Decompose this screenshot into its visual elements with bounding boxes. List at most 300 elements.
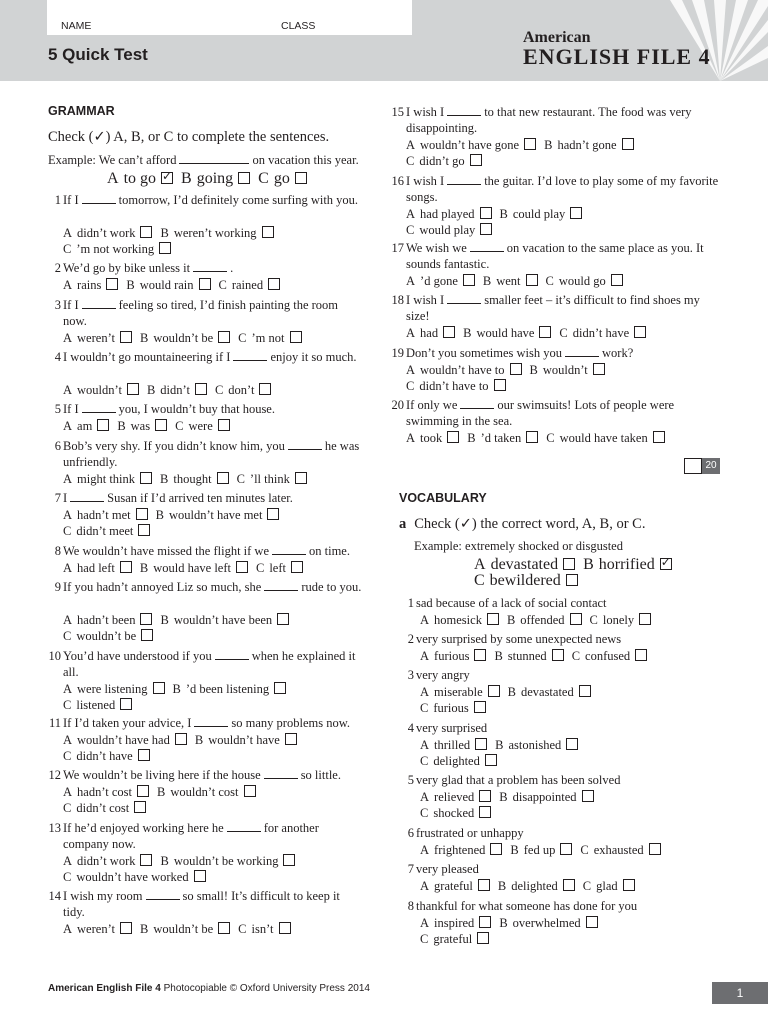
options-row — [63, 732, 305, 748]
option-letter: C — [63, 801, 72, 815]
option — [508, 684, 591, 700]
answer-checkbox[interactable] — [137, 785, 149, 797]
option-text: shocked — [433, 806, 475, 820]
answer-checkbox[interactable] — [485, 754, 497, 766]
question-number: 10 — [48, 649, 61, 663]
options-row — [63, 523, 158, 539]
answer-checkbox[interactable] — [199, 278, 211, 290]
option-text: could play — [512, 207, 566, 221]
options-row — [406, 378, 514, 394]
options-row — [406, 137, 642, 153]
answer-checkbox[interactable] — [120, 561, 132, 573]
option-letter: A — [406, 363, 416, 377]
answer-checkbox[interactable] — [195, 383, 207, 395]
question-text — [63, 490, 362, 506]
answer-checkbox[interactable] — [161, 172, 173, 184]
option — [63, 732, 187, 748]
answer-checkbox[interactable] — [586, 916, 598, 928]
options-row — [420, 700, 494, 716]
answer-checkbox[interactable] — [155, 419, 167, 431]
answer-checkbox[interactable] — [447, 431, 459, 443]
option-letter: A — [63, 733, 73, 747]
option-text: going — [196, 170, 234, 187]
option-letter: A — [420, 738, 430, 752]
answer-checkbox[interactable] — [566, 574, 578, 586]
question-text-start: If only we — [406, 398, 458, 412]
question-number: 7 — [54, 491, 61, 505]
answer-checkbox[interactable] — [474, 649, 486, 661]
answer-checkbox[interactable] — [267, 508, 279, 520]
option-letter: C — [238, 922, 247, 936]
options-row — [420, 842, 669, 858]
option-text: didn’t cost — [76, 801, 130, 815]
option-text: furious — [434, 649, 470, 663]
option — [237, 471, 307, 487]
option-letter: A — [420, 649, 430, 663]
answer-checkbox[interactable] — [140, 854, 152, 866]
answer-checkbox[interactable] — [488, 685, 500, 697]
option-text: wouldn’t have — [208, 733, 280, 747]
answer-checkbox[interactable] — [539, 326, 551, 338]
option-letter: B — [499, 916, 508, 930]
question-text-end: so small! It’s difficult to keep it tidy. — [63, 889, 340, 919]
option — [500, 206, 583, 222]
question-text-end: . — [230, 261, 234, 275]
option-text: weren’t — [77, 331, 115, 345]
option-letter: A — [474, 556, 486, 573]
option-letter: B — [510, 843, 519, 857]
answer-checkbox[interactable] — [570, 613, 582, 625]
option-text: wouldn’t — [542, 363, 588, 377]
answer-checkbox[interactable] — [479, 790, 491, 802]
option — [63, 225, 152, 241]
option-text: devastated — [520, 685, 574, 699]
answer-checkbox[interactable] — [140, 226, 152, 238]
question-text — [63, 820, 362, 852]
answer-checkbox[interactable] — [138, 749, 150, 761]
answer-checkbox[interactable] — [268, 278, 280, 290]
option-letter: C — [420, 932, 429, 946]
option-letter: B — [157, 785, 166, 799]
option-letter: C — [63, 524, 72, 538]
option-text: go — [273, 170, 290, 187]
option — [156, 507, 280, 523]
answer-checkbox[interactable] — [635, 649, 647, 661]
question-text-end: enjoy it so much. — [270, 350, 357, 364]
option — [160, 612, 289, 628]
answer-checkbox[interactable] — [487, 613, 499, 625]
option-letter: A — [420, 916, 430, 930]
option — [157, 784, 256, 800]
option-letter: A — [63, 682, 73, 696]
answer-checkbox[interactable] — [97, 419, 109, 431]
page-header — [0, 0, 768, 81]
answer-checkbox[interactable] — [218, 419, 230, 431]
answer-checkbox[interactable] — [579, 685, 591, 697]
options-row — [63, 612, 297, 628]
option-letter: C — [63, 629, 72, 643]
question-text-start: I wish I — [406, 174, 445, 188]
answer-checkbox[interactable] — [552, 649, 564, 661]
answer-checkbox[interactable] — [526, 431, 538, 443]
option — [420, 684, 500, 700]
option-text: lonely — [602, 613, 635, 627]
question-text-start: You’d have understood if you — [63, 649, 212, 663]
option-text: wouldn’t have had — [77, 733, 170, 747]
question-text — [63, 192, 362, 208]
answer-checkbox[interactable] — [479, 916, 491, 928]
option-text: miserable — [434, 685, 483, 699]
answer-checkbox[interactable] — [159, 242, 171, 254]
answer-checkbox[interactable] — [563, 558, 575, 570]
answer-checkbox[interactable] — [463, 274, 475, 286]
answer-checkbox[interactable] — [470, 154, 482, 166]
options-row — [420, 915, 606, 931]
question-text-end: smaller feet – it’s difficult to find shoes my size! — [406, 293, 700, 323]
option-text: wouldn’t have been — [173, 613, 273, 627]
option-letter: B — [494, 649, 503, 663]
answer-checkbox[interactable] — [244, 785, 256, 797]
option-text: exhausted — [593, 843, 644, 857]
option-letter: B — [583, 556, 594, 573]
option-letter: A — [406, 274, 416, 288]
answer-checkbox[interactable] — [660, 558, 672, 570]
question-text-start: Bob’s very shy. If you didn’t know him, you — [63, 439, 285, 453]
option-letter: B — [117, 419, 126, 433]
options-row — [406, 153, 490, 169]
option-letter: C — [406, 154, 415, 168]
option-letter: C — [63, 242, 72, 256]
option — [181, 170, 250, 188]
option — [420, 700, 486, 716]
question-text-start: If he’d enjoyed working here he — [63, 821, 224, 835]
question-text-end: to that new restaurant. The food was very disappointing. — [406, 105, 692, 135]
option — [510, 842, 572, 858]
answer-blank — [82, 403, 116, 413]
option — [583, 556, 672, 574]
options-row — [63, 560, 311, 576]
answer-blank — [264, 581, 298, 591]
question-text-start: Don’t you sometimes wish you — [406, 346, 563, 360]
answer-checkbox[interactable] — [127, 383, 139, 395]
answer-checkbox[interactable] — [566, 738, 578, 750]
answer-checkbox[interactable] — [236, 561, 248, 573]
option-text: ’d taken — [480, 431, 522, 445]
option-letter: A — [420, 790, 430, 804]
score-entry-box[interactable] — [684, 458, 702, 474]
question-text-start: If I’d taken your advice, I — [63, 716, 192, 730]
question-text — [406, 292, 720, 324]
option-text: went — [496, 274, 521, 288]
vocabulary-instruction: Check (✓) the correct word, A, B, or C. — [414, 516, 646, 532]
option-letter: B — [139, 331, 149, 345]
question-text-end: work? — [602, 346, 634, 360]
answer-checkbox[interactable] — [570, 207, 582, 219]
answer-checkbox[interactable] — [478, 879, 490, 891]
question-text-end: on vacation to the same place as you. It sounds fantastic. — [406, 241, 704, 271]
answer-checkbox[interactable] — [217, 472, 229, 484]
options-row — [420, 612, 659, 628]
answer-checkbox[interactable] — [279, 922, 291, 934]
option-text: wouldn’t be — [153, 922, 214, 936]
option-letter: A — [63, 278, 73, 292]
option — [63, 241, 171, 257]
score-total: 20 — [702, 458, 720, 474]
question-number: 2 — [54, 261, 61, 275]
answer-checkbox[interactable] — [477, 932, 489, 944]
options-row — [63, 382, 279, 398]
question-text: very pleased — [416, 862, 479, 876]
question-text: thankful for what someone has done for you — [416, 899, 638, 913]
option-letter: B — [497, 879, 507, 893]
option — [546, 430, 665, 446]
answer-checkbox[interactable] — [526, 274, 538, 286]
option-text: would have taken — [559, 431, 648, 445]
answer-blank — [447, 106, 481, 116]
option — [256, 560, 303, 576]
option-text: confused — [585, 649, 631, 663]
option-text: was — [130, 419, 151, 433]
answer-checkbox[interactable] — [480, 207, 492, 219]
question-text — [63, 888, 362, 920]
name-label: NAME — [61, 20, 92, 32]
option — [495, 737, 578, 753]
answer-checkbox[interactable] — [120, 331, 132, 343]
options-row — [420, 931, 497, 947]
options-row — [63, 853, 303, 869]
option-text: rains — [77, 278, 102, 292]
answer-checkbox[interactable] — [563, 879, 575, 891]
answer-checkbox[interactable] — [649, 843, 661, 855]
option — [63, 853, 152, 869]
part-letter: a — [399, 516, 407, 532]
option-text: weren’t — [77, 922, 115, 936]
options-row — [63, 471, 315, 487]
answer-checkbox[interactable] — [474, 701, 486, 713]
answer-checkbox[interactable] — [593, 363, 605, 375]
options-row — [63, 697, 140, 713]
question-text: very angry — [416, 668, 470, 682]
option — [195, 732, 297, 748]
answer-checkbox[interactable] — [653, 431, 665, 443]
answer-checkbox[interactable] — [560, 843, 572, 855]
option-letter: B — [463, 326, 472, 340]
option-letter: A — [63, 331, 73, 345]
option-text: had — [420, 326, 439, 340]
option-text: might think — [77, 472, 136, 486]
option-text: furious — [433, 701, 469, 715]
answer-checkbox[interactable] — [262, 226, 274, 238]
answer-checkbox[interactable] — [277, 613, 289, 625]
answer-checkbox[interactable] — [290, 331, 302, 343]
option — [420, 612, 499, 628]
answer-checkbox[interactable] — [138, 524, 150, 536]
answer-checkbox[interactable] — [140, 472, 152, 484]
option-text: ’ll think — [249, 472, 290, 486]
question-text — [63, 579, 362, 595]
option-text: wouldn’t be working — [173, 854, 279, 868]
question-text — [63, 401, 362, 417]
option — [63, 523, 150, 539]
question-text-end: he was unfriendly. — [63, 439, 360, 469]
option-text: didn’t work — [77, 226, 136, 240]
option-letter: C — [420, 701, 429, 715]
option-text: relieved — [434, 790, 475, 804]
option-text: devastated — [490, 556, 559, 573]
grammar-heading: GRAMMAR — [48, 104, 115, 118]
footer-copyright: Photocopiable © Oxford University Press 2014 — [160, 983, 370, 994]
question-number: 20 — [391, 398, 404, 412]
option-text: didn’t — [160, 383, 190, 397]
question-text-start: If I — [63, 402, 79, 416]
option — [420, 931, 489, 947]
answer-checkbox[interactable] — [490, 843, 502, 855]
option — [63, 471, 152, 487]
option — [117, 418, 167, 434]
options-row — [406, 430, 673, 446]
option-letter: B — [482, 274, 492, 288]
option — [590, 612, 652, 628]
answer-checkbox[interactable] — [259, 383, 271, 395]
question-text-start: We wish we — [406, 241, 467, 255]
option-text: offended — [520, 613, 565, 627]
option-text: homesick — [434, 613, 482, 627]
option-text: wouldn’t be — [153, 331, 214, 345]
answer-checkbox[interactable] — [611, 274, 623, 286]
question-number: 14 — [48, 889, 61, 903]
answer-checkbox[interactable] — [295, 172, 307, 184]
options-row — [420, 878, 643, 894]
option-text: thought — [173, 472, 212, 486]
options-row — [406, 206, 590, 222]
option-text: inspired — [434, 916, 475, 930]
option — [420, 737, 487, 753]
answer-checkbox[interactable] — [140, 613, 152, 625]
option — [160, 471, 229, 487]
answer-checkbox[interactable] — [274, 682, 286, 694]
grammar-instruction: Check (✓) A, B, or C to complete the sentences. — [48, 129, 330, 145]
question-number: 5 — [54, 402, 61, 416]
answer-checkbox[interactable] — [479, 806, 491, 818]
option-text: wouldn’t cost — [170, 785, 239, 799]
question-number: 12 — [48, 768, 61, 782]
question-text: very glad that a problem has been solved — [416, 773, 621, 787]
option — [420, 915, 491, 931]
option — [140, 921, 230, 937]
option-letter: A — [63, 419, 73, 433]
answer-checkbox[interactable] — [141, 629, 153, 641]
answer-blank — [272, 545, 306, 555]
question-text-start: I wish I — [406, 293, 445, 307]
option — [580, 842, 660, 858]
answer-checkbox[interactable] — [623, 879, 635, 891]
option-letter: A — [406, 326, 416, 340]
answer-checkbox[interactable] — [120, 922, 132, 934]
answer-checkbox[interactable] — [283, 854, 295, 866]
vocabulary-example: Example: extremely shocked or disgusted — [414, 539, 623, 553]
option — [559, 325, 646, 341]
answer-checkbox[interactable] — [194, 870, 206, 882]
vocabulary-instruction-row — [399, 516, 645, 533]
option-letter: B — [507, 685, 516, 699]
options-row — [406, 222, 500, 238]
answer-checkbox[interactable] — [136, 508, 148, 520]
question-text-start: If you hadn’t annoyed Liz so much, she — [63, 580, 262, 594]
option-letter: B — [139, 561, 149, 575]
answer-checkbox[interactable] — [480, 223, 492, 235]
question-text-start: I wouldn’t go mountaineering if I — [63, 350, 231, 364]
answer-checkbox[interactable] — [295, 472, 307, 484]
answer-checkbox[interactable] — [285, 733, 297, 745]
answer-checkbox[interactable] — [218, 922, 230, 934]
question-number: 3 — [407, 668, 414, 682]
option — [140, 560, 248, 576]
option — [63, 382, 139, 398]
answer-checkbox[interactable] — [134, 801, 146, 813]
answer-checkbox[interactable] — [582, 790, 594, 802]
options-row — [63, 800, 154, 816]
answer-checkbox[interactable] — [622, 138, 634, 150]
answer-checkbox[interactable] — [106, 278, 118, 290]
option-text: hadn’t met — [77, 508, 131, 522]
answer-checkbox[interactable] — [494, 379, 506, 391]
answer-checkbox[interactable] — [291, 561, 303, 573]
option-letter: C — [559, 326, 568, 340]
answer-blank — [288, 440, 322, 450]
option-text: would go — [558, 274, 606, 288]
answer-checkbox[interactable] — [238, 172, 250, 184]
answer-checkbox[interactable] — [524, 138, 536, 150]
option-text: weren’t working — [173, 226, 257, 240]
option-letter: B — [194, 733, 204, 747]
answer-checkbox[interactable] — [639, 613, 651, 625]
answer-blank — [179, 154, 249, 164]
options-row — [63, 507, 287, 523]
option-letter: C — [258, 170, 269, 187]
question-text — [406, 173, 720, 205]
question-number: 13 — [48, 821, 61, 835]
question-text-end: on time. — [309, 544, 350, 558]
option-text: ’m not — [251, 331, 285, 345]
answer-checkbox[interactable] — [443, 326, 455, 338]
test-title: 5 Quick Test — [48, 45, 148, 64]
question-number: 5 — [407, 773, 414, 787]
answer-checkbox[interactable] — [120, 698, 132, 710]
option-text: disappointed — [512, 790, 577, 804]
options-row — [63, 628, 161, 644]
answer-checkbox[interactable] — [475, 738, 487, 750]
option-text: hadn’t gone — [557, 138, 617, 152]
answer-blank — [264, 769, 298, 779]
option — [63, 628, 153, 644]
options-row — [420, 648, 655, 664]
answer-checkbox[interactable] — [510, 363, 522, 375]
option-letter: B — [160, 613, 169, 627]
answer-checkbox[interactable] — [218, 331, 230, 343]
question-text-end: so little. — [300, 768, 341, 782]
option — [406, 378, 506, 394]
answer-checkbox[interactable] — [175, 733, 187, 745]
answer-checkbox[interactable] — [153, 682, 165, 694]
footer-credit — [48, 983, 370, 994]
vocabulary-heading: VOCABULARY — [399, 491, 487, 505]
option-text: ’d been listening — [185, 682, 270, 696]
answer-checkbox[interactable] — [634, 326, 646, 338]
question-text: very surprised by some unexpected news — [416, 632, 622, 646]
option-letter: C — [63, 698, 72, 712]
option — [219, 277, 281, 293]
option — [507, 612, 582, 628]
